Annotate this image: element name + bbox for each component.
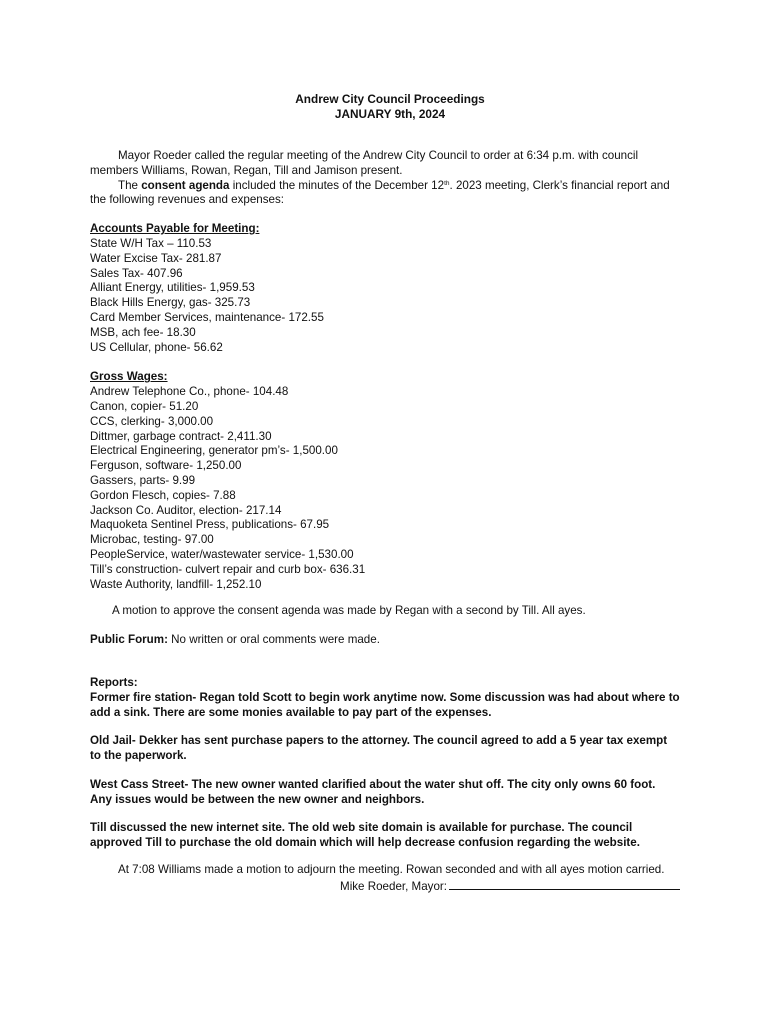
- list-item: Till’s construction- culvert repair and curb box- 636.31: [90, 562, 366, 576]
- consent-paragraph: [90, 179, 680, 209]
- list-item: Waste Authority, landfill- 1,252.10: [90, 577, 262, 591]
- title-line-1: Andrew City Council Proceedings: [295, 92, 485, 106]
- consent-post: . 2023 meeting, Clerk’s financial report and the following revenues and expenses:: [90, 178, 670, 207]
- public-forum-label: Public Forum:: [90, 633, 168, 647]
- list-item: Sales Tax- 407.96: [90, 266, 183, 280]
- list-item: Alliant Energy, utilities- 1,959.53: [90, 281, 255, 295]
- signature-block: [90, 878, 680, 895]
- list-item: Gordon Flesch, copies- 7.88: [90, 488, 236, 502]
- reports-heading: Reports:: [90, 675, 138, 689]
- list-item: CCS, clerking- 3,000.00: [90, 414, 214, 428]
- intro-paragraph: Mayor Roeder called the regular meeting of the Andrew City Council to order at 6:34 p.m. with council members Williams, Rowan, Regan, Till and Jamison present.: [90, 149, 639, 177]
- list-item: Microbac, testing- 97.00: [90, 533, 214, 547]
- list-item: State W/H Tax – 110.53: [90, 236, 212, 250]
- accounts-payable-heading: Accounts Payable for Meeting:: [90, 222, 260, 236]
- report-fire-station: Former fire station- Regan told Scott to begin work anytime now. Some discussion was had about where to add a sink. There are some monies available to pay part of the expenses.: [90, 690, 680, 719]
- list-item: Black Hills Energy, gas- 325.73: [90, 296, 251, 310]
- consent-pre: The: [118, 178, 142, 192]
- title-line-2: JANUARY 9th, 2024: [334, 106, 446, 121]
- list-item: Gassers, parts- 9.99: [90, 473, 196, 487]
- list-item: Maquoketa Sentinel Press, publications- 67.95: [90, 518, 330, 532]
- signature-label: Mike Roeder, Mayor:: [340, 879, 447, 893]
- list-item: Andrew Telephone Co., phone- 104.48: [90, 385, 289, 399]
- list-item: Card Member Services, maintenance- 172.55: [90, 310, 324, 324]
- motion-paragraph: A motion to approve the consent agenda was made by Regan with a second by Till. All ayes.: [112, 604, 586, 618]
- report-west-cass-street: West Cass Street- The new owner wanted clarified about the water shut off. The city only owns 60 foot. Any issues would be between the new owner and neighbors.: [90, 777, 656, 806]
- adjourn-paragraph: At 7:08 Williams made a motion to adjourn the meeting. Rowan seconded and with all ayes motion carried.: [118, 863, 665, 877]
- consent-sup: th: [444, 179, 450, 187]
- list-item: Ferguson, software- 1,250.00: [90, 459, 242, 473]
- document-title: [90, 92, 680, 121]
- list-item: Dittmer, garbage contract- 2,411.30: [90, 429, 272, 443]
- report-old-jail: Old Jail- Dekker has sent purchase papers to the attorney. The council agreed to add a 5 year tax exempt to the paperwork.: [90, 734, 668, 763]
- list-item: PeopleService, water/wastewater service- 1,530.00: [90, 547, 354, 561]
- report-internet-site: Till discussed the new internet site. The old web site domain is available for purchase. The council approved Till to purchase the old domain which will help decrease confusion regarding the website.: [90, 821, 640, 850]
- gross-wages-heading: Gross Wages:: [90, 370, 168, 384]
- list-item: Jackson Co. Auditor, election- 217.14: [90, 503, 282, 517]
- consent-mid: included the minutes of the December 12: [229, 178, 445, 192]
- public-forum-paragraph: [90, 633, 680, 648]
- list-item: Canon, copier- 51.20: [90, 399, 199, 413]
- accounts-payable-list: [90, 237, 680, 355]
- list-item: US Cellular, phone- 56.62: [90, 340, 223, 354]
- list-item: MSB, ach fee- 18.30: [90, 325, 196, 339]
- public-forum-text: No written or oral comments were made.: [167, 633, 380, 647]
- list-item: Electrical Engineering, generator pm’s- 1,500.00: [90, 444, 338, 458]
- signature-line: [449, 878, 680, 890]
- list-item: Water Excise Tax- 281.87: [90, 251, 222, 265]
- gross-wages-list: [90, 385, 680, 592]
- consent-agenda-label: consent agenda: [141, 178, 230, 192]
- document-page: [90, 92, 680, 895]
